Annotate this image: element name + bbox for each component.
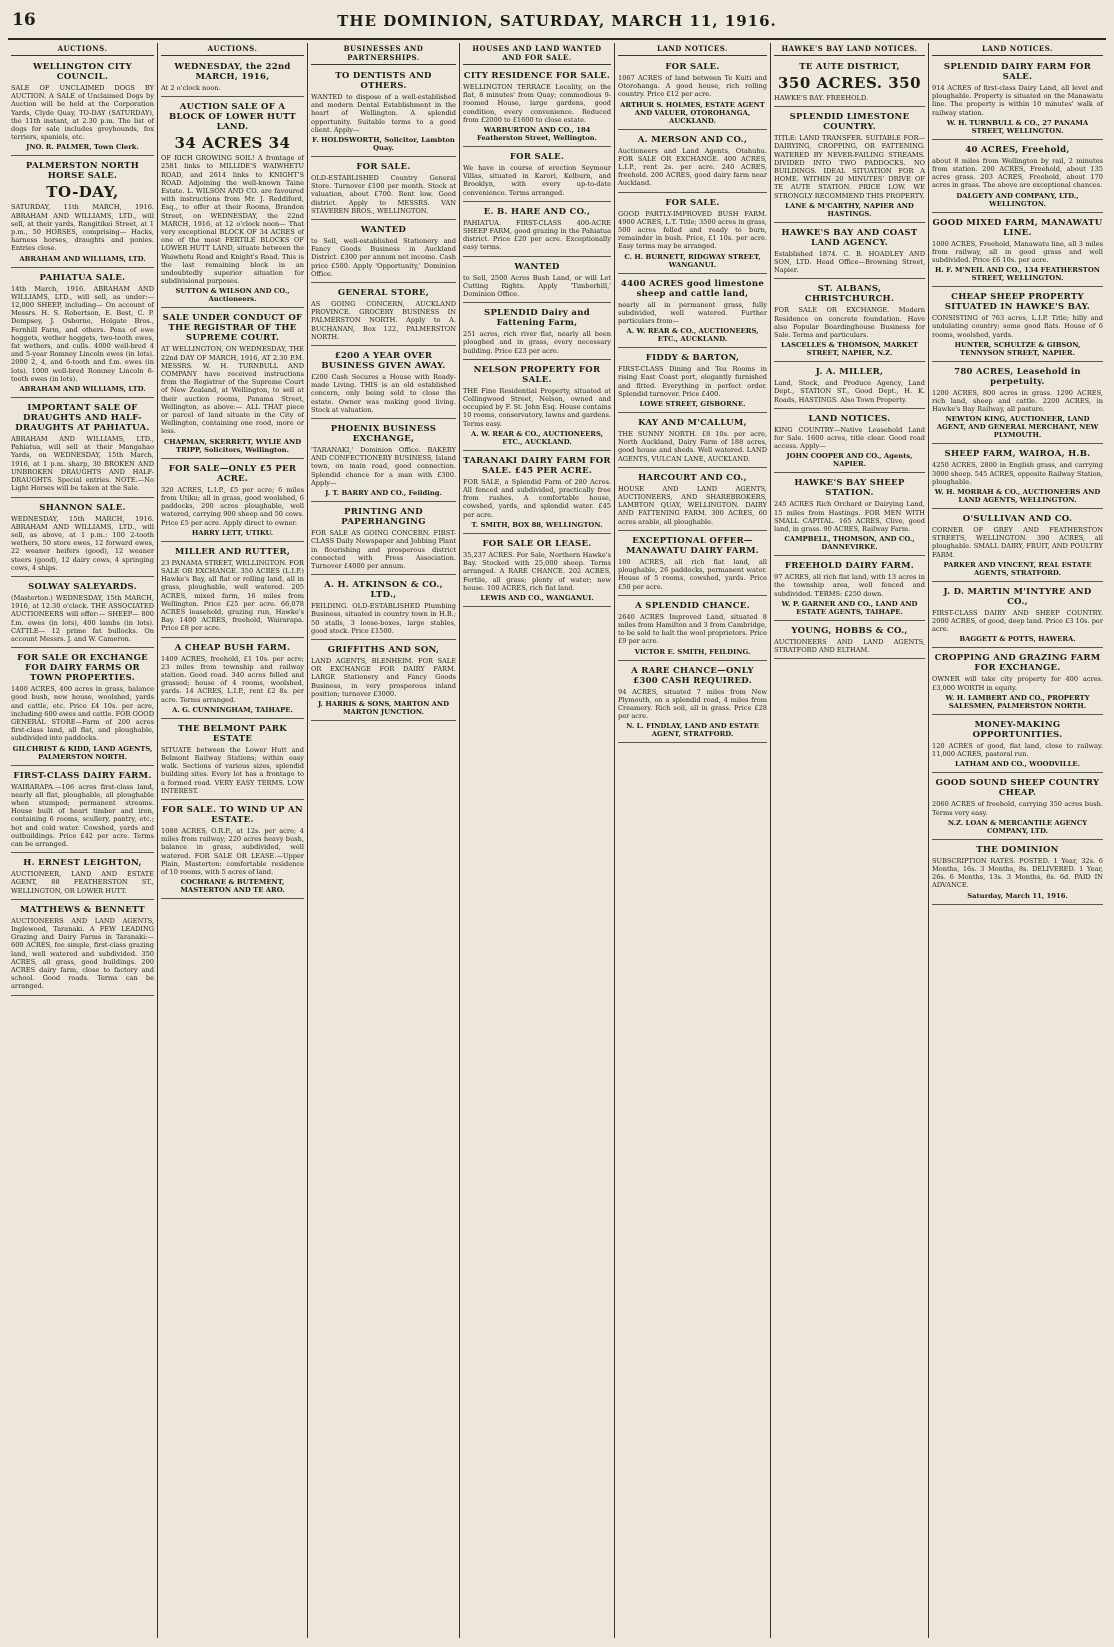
ad-heading: HAWKE'S BAY SHEEP STATION.: [794, 478, 905, 499]
advertisement: [618, 132, 767, 193]
advertisement: [774, 109, 925, 223]
ad-signature: HUNTER, SCHULTZE & GIBSON, TENNYSON STREET, NAPIER.: [954, 340, 1081, 357]
ad-body: AT WELLINGTON, ON WEDNESDAY, THE 22nd DAY OF MARCH, 1916, AT 2.30 P.M. MESSRS. W. H. TURNBULL AND COMPANY have received instructions from the Registrar of the Supreme Court of New Zealand, at Wellington, to sell at their auction rooms, Panama Street, Wellington, as above:— ALL THAT piece or parcel of land situate in the City of Wellington, containing one rood, more or less.: [161, 345, 304, 436]
ad-display-line: 34 ACRES 34: [174, 134, 291, 153]
advertisement: [932, 717, 1103, 773]
advertisement: [463, 68, 611, 147]
ad-body: to Sell, well-established Stationery and Fancy Goods Business in Auckland District. £300 per annum net income. Cash price £500. Apply 'Opportunity,' Dominion Office.: [311, 237, 456, 278]
ad-signature: PARKER AND VINCENT, REAL ESTATE AGENTS, STRATFORD.: [943, 560, 1092, 577]
advertisement: [774, 364, 925, 409]
ad-body: 'TARANAKI,' Dominion Office. BAKERY AND CONFECTIONERY BUSINESS, Island town, on main road, good connection. Splendid chance for a man with £300. Apply—: [311, 446, 456, 487]
ad-signature: WARBURTON AND CO., 184 Featherston Street, Wellington.: [477, 126, 597, 143]
ad-body: nearly all in permanent grass, fully subdivided, well watered. Further particulars from—: [618, 300, 767, 326]
advertisement: [11, 579, 154, 648]
ad-heading: 4400 ACRES good limestone sheep and cattle land,: [620, 278, 765, 299]
advertisement: [11, 650, 154, 765]
advertisement: [161, 640, 304, 719]
advertisement: [618, 598, 767, 661]
ad-signature: CAMPBELL, THOMSON, AND CO., DANNEVIRKE.: [784, 535, 915, 552]
ad-heading: FIDDY & BARTON,: [645, 353, 740, 364]
advertisement: [618, 276, 767, 349]
ad-heading: TE AUTE DISTRICT,: [799, 62, 900, 72]
ad-body: We have in course of erection Seymour Villas, situated in Karori, Kelburn, and Brooklyn, with every up-to-date convenience. Terms arranged.: [463, 164, 611, 197]
ad-signature: T. SMITH, BOX 88, WELLINGTON.: [471, 520, 603, 529]
column-heading: LAND NOTICES.: [618, 43, 767, 56]
ad-body: PAHIATUA. FIRST-CLASS 400-ACRE SHEEP FARM, good grazing in the Pahiatua district. Price £20 per acre. Exceptionally easy terms.: [463, 218, 611, 252]
advertisement: [932, 364, 1103, 445]
ad-heading: WEDNESDAY, the 22nd MARCH, 1916,: [174, 62, 291, 82]
ad-body: SITUATE between the Lower Hutt and Belmont Railway Stations; within easy walk. Sections of various sizes, splendid building sites. Every lot has a frontage to a formed road. VERY EASY TERMS. LOW INTEREST.: [161, 745, 304, 795]
column-heading: HAWKE'S BAY LAND NOTICES.: [774, 43, 925, 56]
ad-heading: SHANNON SALE.: [39, 502, 126, 513]
ad-heading: AUCTION SALE OF A BLOCK OF LOWER HUTT LAND.: [169, 102, 296, 133]
ad-heading: H. ERNEST LEIGHTON,: [23, 858, 142, 869]
ad-heading: GENERAL STORE,: [337, 288, 430, 299]
ad-heading: PRINTING AND PAPERHANGING: [341, 507, 426, 528]
ad-body: AUCTIONEERS AND LAND AGENTS, Inglewood, Taranaki. A FEW LEADING Grazing and Dairy Farms in Taranaki:— 600 ACRES, fee simple, first-class grazing land, well watered and subdivided. 350 ACRES, all grass, good buildings. 200 ACRES dairy farm, close to factory and school. Good roads. Terms can be arranged.: [11, 916, 154, 991]
ad-heading: SALE UNDER CONDUCT OF THE REGISTRAR OF THE SUPREME COURT.: [162, 313, 303, 344]
ad-body: CORNER OF GREY AND FEATHERSTON STREETS, WELLINGTON. 390 ACRES, all ploughable. SMALL DAIRY, FRUIT, AND POULTRY FARM.: [932, 526, 1103, 559]
ad-heading: E. B. HARE AND CO.,: [483, 206, 591, 217]
ad-body: WELLINGTON TERRACE Locality, on the flat, 8 minutes' from Quay; commodious 9-roomed House, large gardens, good condition, every convenience. Reduced from £2000 to £1600 to close estate.: [463, 83, 611, 124]
ad-signature: W. H. TURNBULL & CO., 27 PANAMA STREET, WELLINGTON.: [946, 118, 1089, 135]
ad-body: 94 ACRES, situated 7 miles from New Plymouth, on a splendid road, 4 miles from Creamery. Rich soil, all in grass. Price £28 per acre.: [618, 687, 767, 721]
advertisement: [932, 842, 1103, 905]
ad-signature: SUTTON & WILSON AND CO., Auctioneers.: [175, 287, 290, 304]
ad-heading: FOR SALE.: [356, 162, 411, 173]
ad-body: Auctioneers and Land Agents, Otahuhu. FOR SALE OR EXCHANGE. 400 ACRES, L.I.P., rent 2s. per acre. 240 ACRES, freehold. 200 ACRES, good dairy farm near Auckland.: [618, 146, 767, 188]
ad-signature: LOWE STREET, GISBORNE.: [639, 400, 746, 409]
ad-signature: CHAPMAN, SKERRETT, WYLIE AND TRIPP, Solicitors, Wellington.: [163, 437, 302, 454]
advertisement: [932, 775, 1103, 839]
advertisement: [311, 504, 456, 575]
ad-body: to Sell, 2500 Acres Bush Land, or will Let Cutting Rights. Apply 'Timberhill,' Dominion Office.: [463, 273, 611, 299]
ad-heading: CROPPING AND GRAZING FARM FOR EXCHANGE.: [934, 653, 1101, 674]
advertisement: [161, 310, 304, 458]
ad-heading: PAHIATUA SALE.: [39, 272, 126, 283]
ad-body: 2060 ACRES of freehold, carrying 350 acres bush. Terms very easy.: [932, 800, 1103, 817]
advertisement: [11, 59, 154, 156]
ad-body: 1409 ACRES, freehold, £1 10s. per acre; 23 miles from township and railway station. Good road. 340 acres felled and grassed; house of 4 rooms, woolshed, yards. 14 ACRES, L.I.P., rent £2 8s. per acre. Terms arranged.: [161, 654, 304, 704]
ad-body: AUCTIONEERS AND LAND AGENTS, STRATFORD AND ELTHAM.: [774, 637, 925, 655]
advertisement: [311, 577, 456, 640]
advertisement: [463, 204, 611, 257]
advertisement: [311, 222, 456, 283]
advertisement: [932, 215, 1103, 288]
ad-body: HAWKE'S BAY. FREEHOLD.: [774, 94, 869, 102]
advertisement: [463, 149, 611, 202]
ad-body: AUCTIONEER, LAND AND ESTATE AGENT, 88 FEATHERSTON ST., WELLINGTON, OR LOWER HUTT.: [11, 870, 154, 895]
ad-body: AS GOING CONCERN, AUCKLAND PROVINCE. GROCERY BUSINESS IN PALMERSTON NORTH. Apply to A. BUCHANAN, Box 122, PALMERSTON NORTH.: [311, 300, 456, 341]
ad-heading: TO DENTISTS AND OTHERS.: [335, 71, 432, 91]
ad-body: FIRST-CLASS Dining and Tea Rooms in rising East Coast port, elegantly furnished and fitted. Everything in perfect order. Splendid turnover. Price £400.: [618, 365, 767, 398]
ad-heading: GOOD MIXED FARM, MANAWATU LINE.: [932, 217, 1103, 238]
ad-heading: HAWKE'S BAY AND COAST LAND AGENCY.: [781, 227, 918, 248]
ad-heading: THE DOMINION: [976, 844, 1059, 855]
advertisement: [161, 461, 304, 542]
ad-signature: N. L. FINDLAY, LAND AND ESTATE AGENT, STRATFORD.: [626, 722, 759, 739]
ad-heading: EXCEPTIONAL OFFER—MANAWATU DAIRY FARM.: [625, 535, 760, 556]
ad-body: THE Fine Residential Property, situated at Collingwood Street, Nelson, owned and occupied by F. St. John Esq. House contains 10 rooms, conservatory, lawns and gardens. Terms easy.: [463, 386, 611, 428]
ad-body: 1000 ACRES, Freehold, Manawatu line, all 3 miles from railway, all in good grass and well subdivided. Price £6 10s. per acre.: [932, 239, 1103, 265]
page-number: 16: [12, 10, 36, 30]
advertisement: [311, 642, 456, 721]
ad-heading: MILLER AND RUTTER,: [174, 546, 291, 557]
advertisement: [774, 623, 925, 659]
column-heading: AUCTIONS.: [11, 43, 154, 56]
ad-heading: FOR SALE OR LEASE.: [482, 538, 592, 549]
ad-body: (Masterton.) WEDNESDAY, 15th MARCH, 1916, at 12.30 o'clock. THE ASSOCIATED AUCTIONEERS will offer:— SHEEP— 800 f.m. ewes (in lots), 400 lambs (in lots). CATTLE— 12 prime fat bullocks. On account Messrs. J. and W. Cameron.: [11, 593, 154, 643]
ad-body: OLD-ESTABLISHED Country General Store. Turnover £100 per month. Stock at valuation, about £700. Rent low. Good district. Apply to MESSRS. VAN STAVEREN BROS., WELLINGTON.: [311, 174, 456, 215]
column-1: [8, 43, 158, 1638]
ad-body: WAIRARAPA.—106 acres first-class land, nearly all flat, ploughable, all ploughable when stumped; permanent streams. House built of heart timber and iron, containing 6 rooms, scullery, pantry, etc.; hot and cold water. Cowshed, yards and outbuildings. Price £42 per acre. Terms can be arranged.: [11, 782, 154, 848]
ad-display-line: 350 ACRES. 350: [777, 74, 922, 92]
ad-body: 100 ACRES, all rich flat land, all ploughable, 26 paddocks, permanent water. House of 5 rooms, cowshed, yards. Price £50 per acre.: [618, 557, 767, 591]
ad-body: LAND AGENTS, BLENHEIM. FOR SALE OR EXCHANGE FOR DAIRY FARM. LARGE Stationery and Fancy Goods Business, in very prosperous inland position; turnover £3000.: [311, 656, 456, 698]
advertisement: [618, 533, 767, 596]
columns: [8, 43, 1106, 1638]
ad-heading: SPLENDID DAIRY FARM FOR SALE.: [943, 62, 1092, 82]
ad-heading: O'SULLIVAN AND CO.: [962, 514, 1073, 525]
advertisement: [463, 453, 611, 534]
ad-signature: A. W. REAR & CO., AUCTIONEERS, ETC., AUCKLAND.: [626, 327, 759, 344]
advertisement: [932, 289, 1103, 362]
advertisement: [11, 158, 154, 267]
advertisement: [11, 400, 154, 497]
ad-body: SALE OF UNCLAIMED DOGS BY AUCTION. A SALE of Unclaimed Dogs by Auction will be held at the Corporation Yards, Clyde Quay, TO-DAY (SATURDAY), the 11th instant, at 2.30 p.m. The list of dogs for sale includes greyhounds, fox terriers, spaniels, etc.: [11, 84, 154, 142]
ad-heading: GRIFFITHS AND SON,: [327, 644, 440, 655]
ad-body: HOUSE AND LAND AGENTS, AUCTIONEERS, AND SHAREBROKERS, LAMBTON QUAY, WELLINGTON. DAIRY AND FATTENING FARM. 300 ACRES, 60 acres arable, all ploughable.: [618, 484, 767, 526]
ad-signature: C. H. BURNETT, RIDGWAY STREET, WANGANUI.: [624, 252, 761, 269]
advertisement: [11, 270, 154, 398]
ad-body: TITLE: LAND TRANSFER. SUITABLE FOR— DAIRYING, CROPPING, OR FATTENING. WATERED BY NEVER-FAILING STREAMS. DIVIDED INTO TWO PADDOCKS. NO BUILDINGS. IDEAL SITUATION FOR A HOME. WITHIN 20 MINUTES' DRIVE OF TE AUTE STATION. PRICE LOW. WE STRONGLY RECOMMEND THIS PROPERTY.: [774, 134, 925, 200]
advertisement: [311, 68, 456, 157]
ad-signature: LANE & M'CARTHY, NAPIER AND HASTINGS.: [785, 201, 914, 218]
ad-body: 251 acres, rich river flat, nearly all been ploughed and in grass, every necessary building. Price £23 per acre.: [463, 330, 611, 355]
ad-heading: £200 A YEAR OVER BUSINESS GIVEN AWAY.: [321, 351, 446, 372]
ad-heading: CHEAP SHEEP PROPERTY SITUATED IN HAWKE'S BAY.: [944, 292, 1091, 313]
advertisement: [618, 415, 767, 468]
ad-body: KING COUNTRY—Native Leasehold Land for Sale. 1600 acres, title clear. Good road access. Apply—: [774, 425, 925, 451]
ad-signature: Saturday, March 11, 1916.: [967, 891, 1068, 900]
ad-body: about 8 miles from Wellington by rail, 2 minutes from station. 200 ACRES, Freehold, about 135 acres grass. 203 ACRES, Freehold, about 170 acres in grass. The above are exceptional chances.: [932, 156, 1103, 190]
ad-heading: PALMERSTON NORTH HORSE SALE.: [25, 161, 140, 182]
ad-body: 1067 ACRES of land between Te Kuiti and Otorohanga. A good house, rich rolling country. Price £12 per acre.: [618, 74, 767, 99]
ad-heading: KAY AND M'CALLUM,: [638, 418, 747, 429]
advertisement: [11, 855, 154, 900]
advertisement: [618, 350, 767, 413]
column-heading: LAND NOTICES.: [932, 43, 1103, 56]
ad-signature: H. F. M'NEIL AND CO., 134 FEATHERSTON STREET, WELLINGTON.: [935, 266, 1100, 283]
ad-body: 14th March, 1916. ABRAHAM AND WILLIAMS, LTD., will sell, as under:— 12,000 SHEEP, including— On account of Messrs. H. S. Robertson, E. Best, C. P. Dempsey, J. Osborne, Holgate Bros., Fernhill Farm, and others. Pens of ewe hoggets, wether hoggets, two-tooth ewes, fat wethers, and culls. 4000 well-bred 4 and 5-year Romney Lincoln ewes (in lots). 2000 2, 4, and 6-tooth and f.m. ewes (in lots). 1000 well-bred Romney Lincoln 6-tooth ewes (in lots).: [11, 284, 154, 383]
ad-body: OWNER will take city property for 400 acres. £3,000 WORTH in equity.: [932, 675, 1103, 692]
ad-heading: FOR SALE.: [665, 197, 720, 208]
advertisement: [618, 663, 767, 744]
ad-body: 1088 ACRES, O.R.P., at 12s. per acre; 4 miles from railway; 220 acres heavy bush, balance in grass, subdivided, well watered. FOR SALE OR LEASE.—Upper Plain, Masterton: comfortable residence of 10 rooms, with 5 acres of land.: [161, 826, 304, 876]
ad-body: 914 ACRES of first-class Dairy Land, all level and ploughable. Property is situated on the Manawatu line. The property is within 10 minutes' walk of railway station.: [932, 84, 1103, 117]
ad-signature: JOHN COOPER AND CO., Agents, NAPIER.: [786, 452, 913, 469]
ad-signature: ABRAHAM AND WILLIAMS, LTD.: [19, 385, 146, 394]
ad-body: WANTED to dispose of a well-established and modern Dental Establishment in the heart of Wellington. A splendid opportunity. Suitable terms to a good client. Apply—: [311, 93, 456, 134]
advertisement: [161, 99, 304, 308]
ad-heading: SPLENDID Dairy and Fattening Farm,: [484, 308, 590, 329]
column-4: [460, 43, 615, 1638]
ad-heading: HARCOURT AND CO.,: [638, 472, 747, 483]
advertisement: [161, 544, 304, 638]
ad-heading: MATTHEWS & BENNETT: [19, 904, 146, 915]
ad-signature: A. W. REAR & CO., AUCTIONEERS, ETC., AUCKLAND.: [471, 429, 603, 446]
ad-body: Land, Stock, and Produce Agency, Land Dept., STATION ST., Good Dept., H. K. Roads, HASTINGS. Also Town Property.: [774, 379, 925, 404]
ad-heading: A. MERSON AND CO.,: [637, 134, 748, 145]
ad-body: 120 ACRES of good, flat land, close to railway. 11,000 ACRES, pastoral run.: [932, 741, 1103, 759]
ad-signature: JNO. R. PALMER, Town Clerk.: [26, 143, 139, 152]
ad-heading: LAND NOTICES.: [808, 413, 891, 424]
advertisement: [463, 259, 611, 304]
ad-signature: N.Z. LOAN & MERCANTILE AGENCY COMPANY, LTD.: [947, 818, 1088, 835]
ad-heading: ST. ALBANS, CHRISTCHURCH.: [804, 284, 895, 305]
ad-heading: FOR SALE—ONLY £5 PER ACRE.: [168, 463, 297, 484]
advertisement: [774, 281, 925, 362]
advertisement: [932, 446, 1103, 509]
ad-signature: ARTHUR S. HOLMES, ESTATE AGENT AND VALUER, OTOROHANGA, AUCKLAND.: [620, 100, 765, 125]
advertisement: [463, 536, 611, 607]
advertisement: [11, 768, 154, 854]
ad-signature: GILCHRIST & KIDD, LAND AGENTS, PALMERSTON NORTH.: [12, 744, 153, 761]
ad-heading: FOR SALE.: [665, 62, 720, 72]
ad-body: 97 ACRES, all rich flat land, with 13 acres in the township area, well fenced and subdivided. TERMS: £250 down.: [774, 573, 925, 598]
advertisement: [618, 470, 767, 531]
ad-heading: SHEEP FARM, WAIROA, H.B.: [944, 449, 1091, 460]
column-2: [158, 43, 308, 1638]
advertisement: [932, 511, 1103, 582]
ad-signature: DALGETY AND COMPANY, LTD., WELLINGTON.: [956, 191, 1079, 208]
ad-heading: MONEY-MAKING OPPORTUNITIES.: [972, 719, 1063, 740]
ad-heading: 780 ACRES, Leasehold in perpetuity.: [954, 366, 1081, 387]
ad-body: FOR SALE, a Splendid Farm of 280 Acres. All fenced and subdivided, practically free from rushes. A comfortable house, cowshed, yards, and splendid water. £45 per acre.: [463, 477, 611, 519]
ad-body: WEDNESDAY, 15th MARCH, 1916. ABRAHAM AND WILLIAMS, LTD., will sell, as above, at 1 p.m.: 100 2-tooth wethers, 50 store ewes, 12 forward ewes, 22 weaner heifers (good), 12 weaner steers (good), 12 dairy cows, 4 springing cows, 4 ships.: [11, 514, 154, 572]
advertisement: [311, 159, 456, 220]
advertisement: [463, 362, 611, 451]
ad-heading: A RARE CHANCE—ONLY £300 CASH REQUIRED.: [631, 665, 754, 686]
ad-heading: THE BELMONT PARK ESTATE: [178, 723, 287, 744]
ad-body: FEILDING. OLD-ESTABLISHED Plumbing Business, situated in country town in H.B.; 50 stalls, 3 loose-boxes, large stables, good stock. Price £1500.: [311, 602, 456, 635]
column-7: [929, 43, 1106, 1638]
column-5: [615, 43, 771, 1638]
ad-body: ABRAHAM AND WILLIAMS, LTD., Pahiatua, will sell at their Mangahao Yards, on WEDNESDAY, 15th March, 1916, at 1 p.m. sharp, 30 BROKEN AND UNBROKEN DRAUGHTS AND HALF-DRAUGHTS. Special entries. NOTE.—No Light Horses will be taken at the Sale.: [11, 435, 154, 493]
advertisement: [161, 59, 304, 97]
ad-body: THE SUNNY NORTH. £8 10s. per acre, North Auckland, Dairy Farm of 188 acres, good house and sheds. Well watered. LAND AGENTS, VULCAN LANE, AUCKLAND.: [618, 430, 767, 463]
ad-signature: NEWTON KING, AUCTIONEER, LAND AGENT, AND GENERAL MERCHANT, NEW PLYMOUTH.: [936, 415, 1099, 440]
ad-heading: FREEHOLD DAIRY FARM.: [784, 561, 915, 572]
advertisement: [618, 59, 767, 130]
ad-signature: BAGGETT & POTTS, HAWERA.: [959, 635, 1076, 644]
ad-heading: A SPLENDID CHANCE.: [635, 600, 750, 611]
ad-signature: J. T. BARRY AND CO., Feilding.: [325, 489, 442, 498]
advertisement: [11, 500, 154, 577]
ad-signature: J. HARRIS & SONS, MARTON AND MARTON JUNCTION.: [317, 699, 450, 716]
ad-body: 2640 ACRES Improved Land, situated 8 miles from Hamilton and 3 from Cambridge, to be sold to halt the wool proprietors. Price £9 per acre.: [618, 612, 767, 646]
newspaper-title: THE DOMINION, SATURDAY, MARCH 11, 1916.: [337, 12, 777, 30]
ad-body: At 2 o'clock noon.: [161, 84, 221, 92]
advertisement: [161, 721, 304, 800]
ad-heading: FOR SALE OR EXCHANGE FOR DAIRY FARMS OR TOWN PROPERTIES.: [17, 653, 148, 684]
advertisement: [463, 305, 611, 360]
ad-heading: 40 ACRES, Freehold,: [965, 144, 1070, 155]
ad-signature: VICTOR E. SMITH, FEILDING.: [634, 647, 751, 656]
ad-signature: W. P. GARNER AND CO., LAND AND ESTATE AGENTS, TAIHAPE.: [781, 599, 918, 616]
ad-heading: FOR SALE.: [509, 152, 565, 163]
ad-body: 245 ACRES Rich Orchard or Dairying Land, 15 miles from Hastings. FOR MEN WITH SMALL CAPITAL. 165 ACRES, Clive, good land, in grass. 90 ACRES, Railway Farm.: [774, 500, 925, 534]
advertisement: [618, 195, 767, 274]
ad-body: 320 ACRES, L.I.P., £5 per acre; 6 miles from Utiku; all in grass, good woolshed, 6 paddocks, 200 acres ploughable, well watered, carrying 900 sheep and 50 cows. Price £5 per acre. Apply direct to owner.: [161, 485, 304, 527]
ad-signature: A. G. CUNNINGHAM, TAIHAPE.: [172, 705, 293, 714]
ad-heading: WANTED: [360, 225, 407, 236]
ad-heading: FOR SALE. TO WIND UP AN ESTATE.: [162, 804, 303, 825]
ad-heading: A. H. ATKINSON & CO., LTD.,: [324, 580, 443, 601]
ad-heading: GOOD SOUND SHEEP COUNTRY CHEAP.: [935, 778, 1100, 799]
ad-heading: YOUNG, HOBBS & CO.,: [791, 625, 908, 636]
advertisement: [311, 348, 456, 419]
column-heading: HOUSES AND LAND WANTED AND FOR SALE.: [463, 43, 611, 65]
ad-heading: WELLINGTON CITY COUNCIL.: [32, 62, 133, 82]
ad-body: SUBSCRIPTION RATES. POSTED. 1 Year, 32s. 6 Months, 16s. 3 Months, 8s. DELIVERED. 1 Year, 26s. 6 Months, 13s. 3 Months, 6s. 6d. PAID IN ADVANCE.: [932, 856, 1103, 890]
masthead: [8, 6, 1106, 40]
advertisement: [161, 802, 304, 899]
ad-heading: SOLWAY SALEYARDS.: [28, 581, 137, 592]
ad-body: £200 Cash Secures a House with Ready-made Living. THIS is an old established concern, only being sold to close the estate. Owner was making good living. Stock at valuation.: [311, 373, 456, 414]
ad-signature: COCHRANE & BUTEMENT, MASTERTON AND TE ARO.: [180, 878, 285, 895]
ad-signature: ABRAHAM AND WILLIAMS, LTD.: [19, 254, 146, 263]
column-heading: AUCTIONS.: [161, 43, 304, 56]
ad-signature: HARRY LETT, UTIKU.: [191, 528, 274, 537]
ad-body: CONSISTING of 763 acres, L.I.P. Title; hilly and undulating country; some good flats. House of 6 rooms, woolshed, yards.: [932, 314, 1103, 339]
ad-body: FOR SALE AS GOING CONCERN. FIRST-CLASS Daily Newspaper and Jobbing Plant in flourishing and prosperous district connected with Press Association. Turnover £4000 per annum.: [311, 529, 456, 570]
ad-body: SATURDAY, 11th MARCH, 1916. ABRAHAM AND WILLIAMS, LTD., will sell, at their yards, Rangitikei Street, at 1 p.m., 50 HORSES, comprising— Hacks, harness horses, draughts and ponies. Entries close.: [11, 203, 154, 253]
advertisement: [774, 59, 925, 107]
ad-body: GOOD PARTLY-IMPROVED BUSH FARM. 4900 ACRES, L.T. Title; 3500 acres in grass, 500 acres felled and ready to burn, remainder in bush. Price, £1 10s. per acre. Easy terms may be arranged.: [618, 209, 767, 251]
ad-heading: TARANAKI DAIRY FARM FOR SALE. £45 PER ACRE.: [463, 455, 611, 476]
advertisement: [932, 59, 1103, 140]
ad-body: OF RICH GROWING SOIL! A frontage of 2581 links to MILLIDE'S WAIWHETU ROAD, and 2614 links to KNIGHT'S ROAD. Adjoining the well-known Taine Estate. L. WILSON AND CO. are favoured with instructions from Mr. J. Reddiford, Esq., to offer at their Rooms, Brandon Street, on WEDNESDAY, the 22nd MARCH, 1916, at 12 o'clock noon— That very exceptional BLOCK OF 34 ACRES of one of the most FERTILE BLOCKS OF LOWER HUTT LAND, situate between the Waiwhetu Road and Knight's Road. This is the last remaining block in an undoubtedly superior situation for subdivisional purposes.: [161, 154, 304, 286]
ad-heading: WANTED: [514, 261, 560, 272]
advertisement: [774, 475, 925, 556]
ad-body: 1400 ACRES, 400 acres in grass, balance good bush, new house, woolshed, yards and cattle, etc. Price £4 10s. per acre, including 600 ewes and cattle. FOR GOOD GENERAL STORE—Farm of 200 acres first-class land, all flat, and ploughable, subdivided into paddocks.: [11, 685, 154, 743]
ad-signature: W. H. MORRAH & CO., AUCTIONEERS AND LAND AGENTS, WELLINGTON.: [934, 488, 1101, 505]
ad-heading: A CHEAP BUSH FARM.: [174, 642, 291, 653]
ad-signature: W. H. LAMBERT AND CO., PROPERTY SALESMEN, PALMERSTON NORTH.: [945, 693, 1090, 710]
ad-heading: J. A. MILLER,: [815, 367, 884, 378]
column-3: [308, 43, 460, 1638]
ad-body: 23 PANAMA STREET, WELLINGTON. FOR SALE OR EXCHANGE. 350 ACRES (L.I.P.) Hawke's Bay, all flat or rolling land, all in grass, ploughable, well watered. 205 ACRES, mixed farm, 16 miles from Wellington. Price £25 per acre. 66,078 ACRES leasehold, grazing run, Hawke's Bay. 1400 ACRES, freehold, Wairarapa. Price £8 per acre.: [161, 558, 304, 633]
advertisement: [11, 902, 154, 996]
ad-signature: LATHAM AND CO., WOODVILLE.: [955, 760, 1080, 769]
ad-signature: LASCELLES & THOMSON, MARKET STREET, NAPIER, N.Z.: [781, 341, 918, 358]
advertisement: [774, 558, 925, 621]
ad-body: Established 1874. C. B. HOADLEY AND SON, LTD. Head Office—Browning Street, Napier.: [774, 249, 925, 275]
column-6: [771, 43, 929, 1638]
ad-signature: F. HOLDSWORTH, Solicitor, Lambton Quay.: [312, 136, 455, 153]
advertisement: [774, 411, 925, 474]
advertisement: [311, 285, 456, 346]
ad-heading: NELSON PROPERTY FOR SALE.: [473, 364, 601, 385]
advertisement: [774, 225, 925, 280]
ad-heading: IMPORTANT SALE OF DRAUGHTS AND HALF-DRAUGHTS AT PAHIATUA.: [15, 403, 150, 434]
ad-heading: PHOENIX BUSINESS EXCHANGE,: [330, 424, 437, 445]
ad-body: 1200 ACRES, 800 acres in grass. 1290 ACRES, rich land, sheep and cattle. 2200 ACRES, in Hawke's Bay Railway, all pasture.: [932, 388, 1103, 414]
ad-heading: J. D. MARTIN M'INTYRE AND CO.,: [943, 586, 1092, 607]
ad-body: FOR SALE OR EXCHANGE. Modern Residence on concrete foundation. Have also Popular Boardinghouse Business for Sale. Terms and particulars.: [774, 306, 925, 340]
column-heading: BUSINESSES AND PARTNERSHIPS.: [311, 43, 456, 65]
ad-heading: FIRST-CLASS DAIRY FARM.: [13, 770, 152, 781]
ad-signature: LEWIS AND CO., WANGANUI.: [480, 593, 594, 602]
ad-body: 4250 ACRES, 2800 in English grass, and carrying 3000 sheep. 545 ACRES, opposite Railway Station, ploughable.: [932, 461, 1103, 486]
advertisement: [932, 584, 1103, 649]
advertisement: [932, 650, 1103, 714]
ad-body: 35,237 ACRES. For Sale, Northern Hawke's Bay. Stocked with 25,000 sheep. Terms arranged. A RARE CHANCE. 202 ACRES, Fertile, all grass; plenty of water; new house. 100 ACRES, rich flat land.: [463, 550, 611, 592]
ad-display-line: TO-DAY,: [46, 183, 119, 202]
ad-body: FIRST-CLASS DAIRY AND SHEEP COUNTRY. 2000 ACRES, of good, deep land. Price £3 10s. per acre.: [932, 608, 1103, 634]
advertisement: [932, 142, 1103, 213]
advertisement: [311, 421, 456, 502]
ad-heading: SPLENDID LIMESTONE COUNTRY.: [789, 112, 910, 133]
ad-heading: CITY RESIDENCE FOR SALE.: [463, 71, 611, 81]
